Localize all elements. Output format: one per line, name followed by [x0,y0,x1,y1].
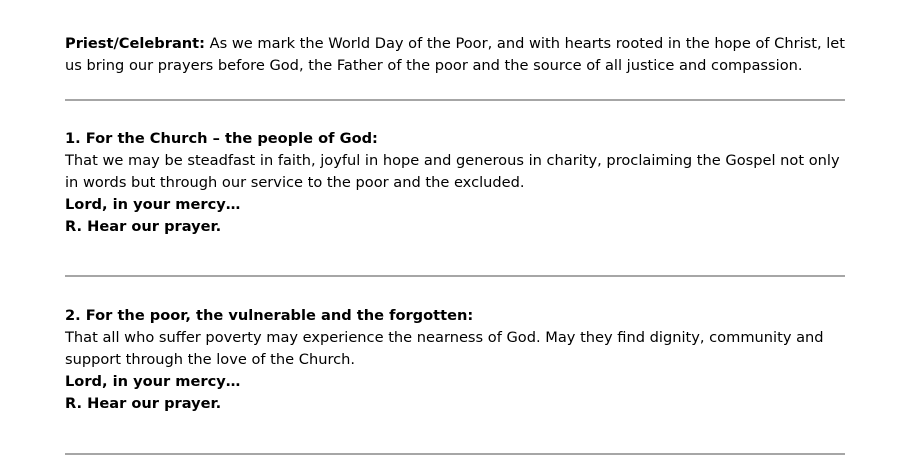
speaker-label: Priest/Celebrant: [65,35,205,52]
intention-heading: 2. For the poor, the vulnerable and the forgotten: [65,307,474,324]
intention-heading: 1. For the Church – the people of God: [65,130,378,147]
intention-2 [65,305,855,415]
intro-paragraph [65,33,855,77]
intro-text: As we mark the World Day of the Poor, and with hearts rooted in the hope of Christ, let us bring our prayers before God, the Father of the poor and the source of all justice and compassion. [65,35,846,74]
intention-1 [65,128,855,238]
intention-body: That we may be steadfast in faith, joyful in hope and generous in charity, proclaiming the Gospel not only in words but through our service to the poor and the excluded. [65,152,840,191]
divider-line [65,453,845,455]
intention-response: R. Hear our prayer. [65,395,222,412]
intention-call: Lord, in your mercy… [65,196,241,213]
divider-line [65,99,845,101]
intention-body: That all who suffer poverty may experience the nearness of God. May they find dignity, community and support through the love of the Church. [65,329,824,368]
intention-call: Lord, in your mercy… [65,373,241,390]
divider-line [65,275,845,277]
intention-response: R. Hear our prayer. [65,218,222,235]
